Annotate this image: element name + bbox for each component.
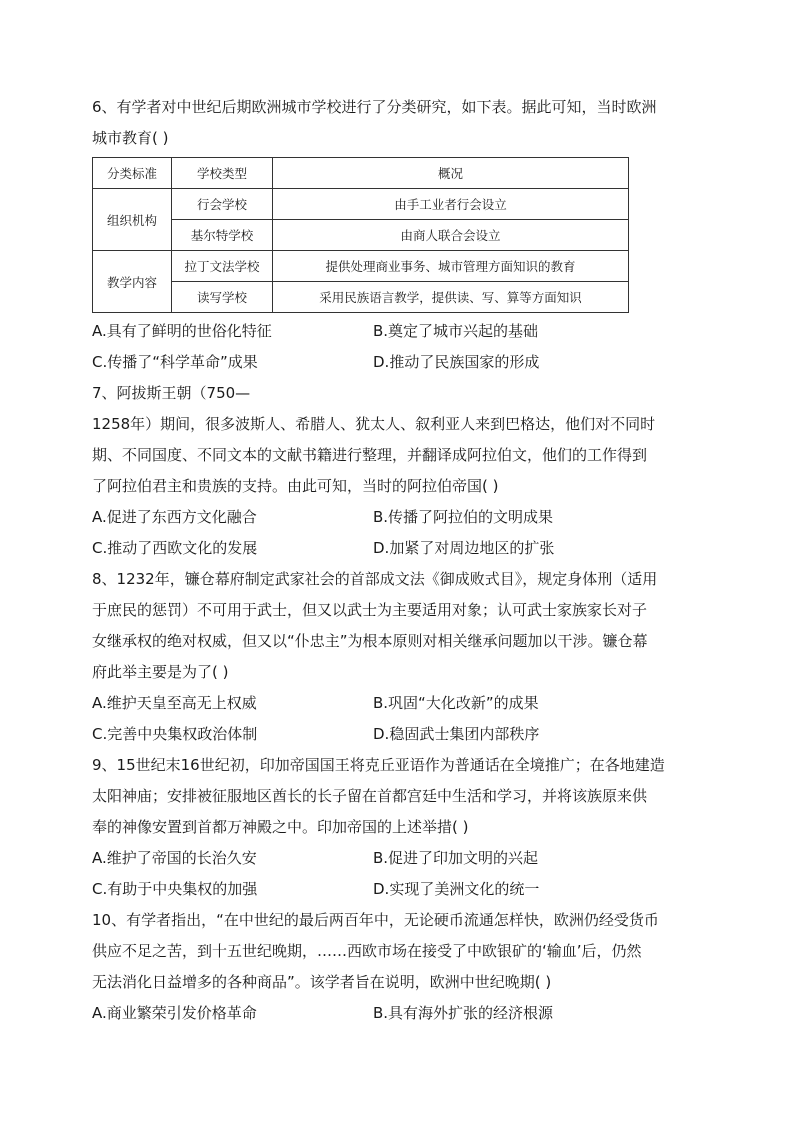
table-group-cell: 组织机构 xyxy=(93,189,172,251)
q6-option-a[interactable]: A.具有了鲜明的世俗化特征 xyxy=(92,322,272,340)
table-header-row xyxy=(93,158,629,189)
q6-classification-table xyxy=(92,157,629,313)
q9-option-a[interactable]: A.维护了帝国的长治久安 xyxy=(92,849,257,867)
table-cell: 提供处理商业事务、城市管理方面知识的教育 xyxy=(273,251,629,282)
table-row xyxy=(93,282,629,313)
q9-options-row1 xyxy=(92,843,704,874)
q10-stem-line1: 10、有学者指出，“在中世纪的最后两百年中，无论硬币流通怎样快，欧洲仍经受货币 xyxy=(92,911,659,929)
q8-stem-line4: 府此举主要是为了( ) xyxy=(92,663,229,681)
q9-option-c[interactable]: C.有助于中央集权的加强 xyxy=(92,880,258,898)
q7-options-row2 xyxy=(92,533,704,564)
table-cell: 读写学校 xyxy=(172,282,273,313)
q6-option-c[interactable]: C.传播了“科学革命”成果 xyxy=(92,353,258,371)
table-group-cell: 教学内容 xyxy=(93,251,172,313)
q10-stem-line2: 供应不足之苦，到十五世纪晚期，……西欧市场在接受了中欧银矿的‘输血’后，仍然 xyxy=(92,942,642,960)
q7-stem-line1: 7、阿拔斯王朝（750— xyxy=(92,384,251,402)
table-row xyxy=(93,189,629,220)
table-cell: 由手工业者行会设立 xyxy=(273,189,629,220)
q6-options-row2 xyxy=(92,347,704,378)
q9-option-b[interactable]: B.促进了印加文明的兴起 xyxy=(373,849,539,867)
q6-option-b[interactable]: B.奠定了城市兴起的基础 xyxy=(373,322,539,340)
q7-option-d[interactable]: D.加紧了对周边地区的扩张 xyxy=(373,539,555,557)
table-header-cell: 学校类型 xyxy=(172,158,273,189)
q7-option-c[interactable]: C.推动了西欧文化的发展 xyxy=(92,539,258,557)
q8-stem-line1: 8、1232年，镰仓幕府制定武家社会的首部成文法《御成败式目》，规定身体刑（适用 xyxy=(92,570,658,588)
table-cell: 拉丁文法学校 xyxy=(172,251,273,282)
q8-option-c[interactable]: C.完善中央集权政治体制 xyxy=(92,725,258,743)
q8-stem-line3: 女继承权的绝对权威，但又以“仆忠主”为根本原则对相关继承问题加以干涉。镰仓幕 xyxy=(92,632,648,650)
table-header-cell: 分类标准 xyxy=(93,158,172,189)
q7-option-a[interactable]: A.促进了东西方文化融合 xyxy=(92,508,257,526)
q7-option-b[interactable]: B.传播了阿拉伯的文明成果 xyxy=(373,508,554,526)
table-cell: 基尔特学校 xyxy=(172,220,273,251)
q8-options-row2 xyxy=(92,719,704,750)
table-cell: 由商人联合会设立 xyxy=(273,220,629,251)
question-7 xyxy=(92,378,704,564)
q9-stem-line2: 太阳神庙；安排被征服地区酋长的长子留在首都宫廷中生活和学习，并将该族原来供 xyxy=(92,787,648,805)
q10-stem-line3: 无法消化日益增多的各种商品”。该学者旨在说明，欧洲中世纪晚期( ) xyxy=(92,973,552,991)
table-cell: 采用民族语言教学，提供读、写、算等方面知识 xyxy=(273,282,629,313)
q10-options-row1 xyxy=(92,998,704,1029)
q6-stem-line2: 城市教育( ) xyxy=(92,129,169,147)
q9-stem-line3: 奉的神像安置到首都万神殿之中。印加帝国的上述举措( ) xyxy=(92,818,469,836)
q7-stem-line2: 1258年）期间，很多波斯人、希腊人、犹太人、叙利亚人来到巴格达，他们对不同时 xyxy=(92,415,656,433)
q8-option-b[interactable]: B.巩固“大化改新”的成果 xyxy=(373,694,539,712)
table-header-cell: 概况 xyxy=(273,158,629,189)
q9-stem-line1: 9、15世纪末16世纪初，印加帝国国王将克丘亚语作为普通话在全境推广；在各地建造 xyxy=(92,756,665,774)
table-row xyxy=(93,220,629,251)
q8-stem-line2: 于庶民的惩罚）不可用于武士，但又以武士为主要适用对象；认可武士家族家长对子 xyxy=(92,601,648,619)
question-6 xyxy=(92,92,704,378)
q6-option-d[interactable]: D.推动了民族国家的形成 xyxy=(373,353,540,371)
question-10 xyxy=(92,905,704,1029)
table-cell: 行会学校 xyxy=(172,189,273,220)
question-9 xyxy=(92,750,704,905)
exam-page xyxy=(92,92,704,1029)
table-row xyxy=(93,251,629,282)
q8-options-row1 xyxy=(92,688,704,719)
q9-options-row2 xyxy=(92,874,704,905)
q7-stem-line3: 期、不同国度、不同文本的文献书籍进行整理，并翻译成阿拉伯文，他们的工作得到 xyxy=(92,446,648,464)
q8-option-a[interactable]: A.维护天皇至高无上权威 xyxy=(92,694,257,712)
q9-option-d[interactable]: D.实现了美洲文化的统一 xyxy=(373,880,540,898)
q10-option-b[interactable]: B.具有海外扩张的经济根源 xyxy=(373,1004,554,1022)
q6-stem-line1: 6、有学者对中世纪后期欧洲城市学校进行了分类研究，如下表。据此可知，当时欧洲 xyxy=(92,98,657,116)
q7-stem-line4: 了阿拉伯君主和贵族的支持。由此可知，当时的阿拉伯帝国( ) xyxy=(92,477,499,495)
q10-option-a[interactable]: A.商业繁荣引发价格革命 xyxy=(92,1004,257,1022)
q6-options-row1 xyxy=(92,316,704,347)
question-8 xyxy=(92,564,704,750)
q8-option-d[interactable]: D.稳固武士集团内部秩序 xyxy=(373,725,540,743)
q7-options-row1 xyxy=(92,502,704,533)
